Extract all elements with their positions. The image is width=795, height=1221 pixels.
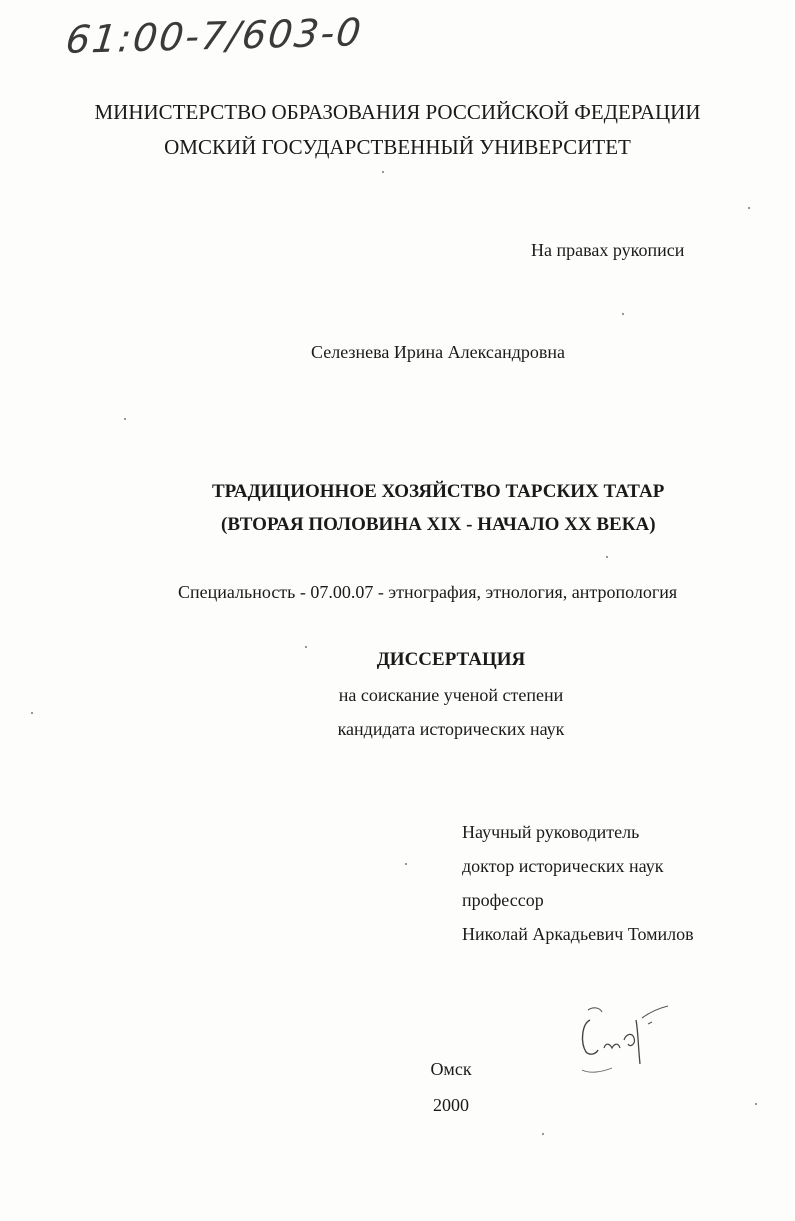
paper-speck [382,171,384,173]
manuscript-rights-label: На правах рукописи [531,240,685,260]
paper-speck [405,863,407,865]
paper-speck [31,712,33,714]
paper-speck [755,1103,757,1105]
paper-speck [606,556,608,558]
dissertation-title-line2: (ВТОРАЯ ПОЛОВИНА XIX - НАЧАЛО XX ВЕКА) [221,514,656,535]
dissertation-label: ДИССЕРТАЦИЯ [376,649,526,670]
degree-line2: кандидата исторических наук [337,719,565,739]
ministry-heading: МИНИСТЕРСТВО ОБРАЗОВАНИЯ РОССИЙСКОЙ ФЕДЕРАЦИИ [94,100,701,124]
supervisor-name: Николай Аркадьевич Томилов [462,924,694,944]
paper-speck [305,646,307,648]
supervisor-degree: доктор исторических наук [462,856,664,876]
paper-speck [542,1133,544,1135]
university-heading: ОМСКИЙ ГОСУДАРСТВЕННЫЙ УНИВЕРСИТЕТ [164,135,631,159]
supervisor-title: профессор [462,890,544,910]
degree-line1: на соискание ученой степени [338,685,564,705]
supervisor-role: Научный руководитель [462,822,640,842]
city: Омск [430,1059,472,1079]
dissertation-title-line1: ТРАДИЦИОННОЕ ХОЗЯЙСТВО ТАРСКИХ ТАТАР [212,481,665,502]
author-name: Селезнева Ирина Александровна [311,342,566,362]
year: 2000 [433,1095,469,1115]
specialty-line: Специальность - 07.00.07 - этнография, этнология, антропология [178,582,678,602]
paper-speck [622,313,624,315]
inventory-number-handwritten: 61:00-7/603-0 [63,10,366,62]
paper-speck [748,207,750,209]
paper-speck [124,418,126,420]
